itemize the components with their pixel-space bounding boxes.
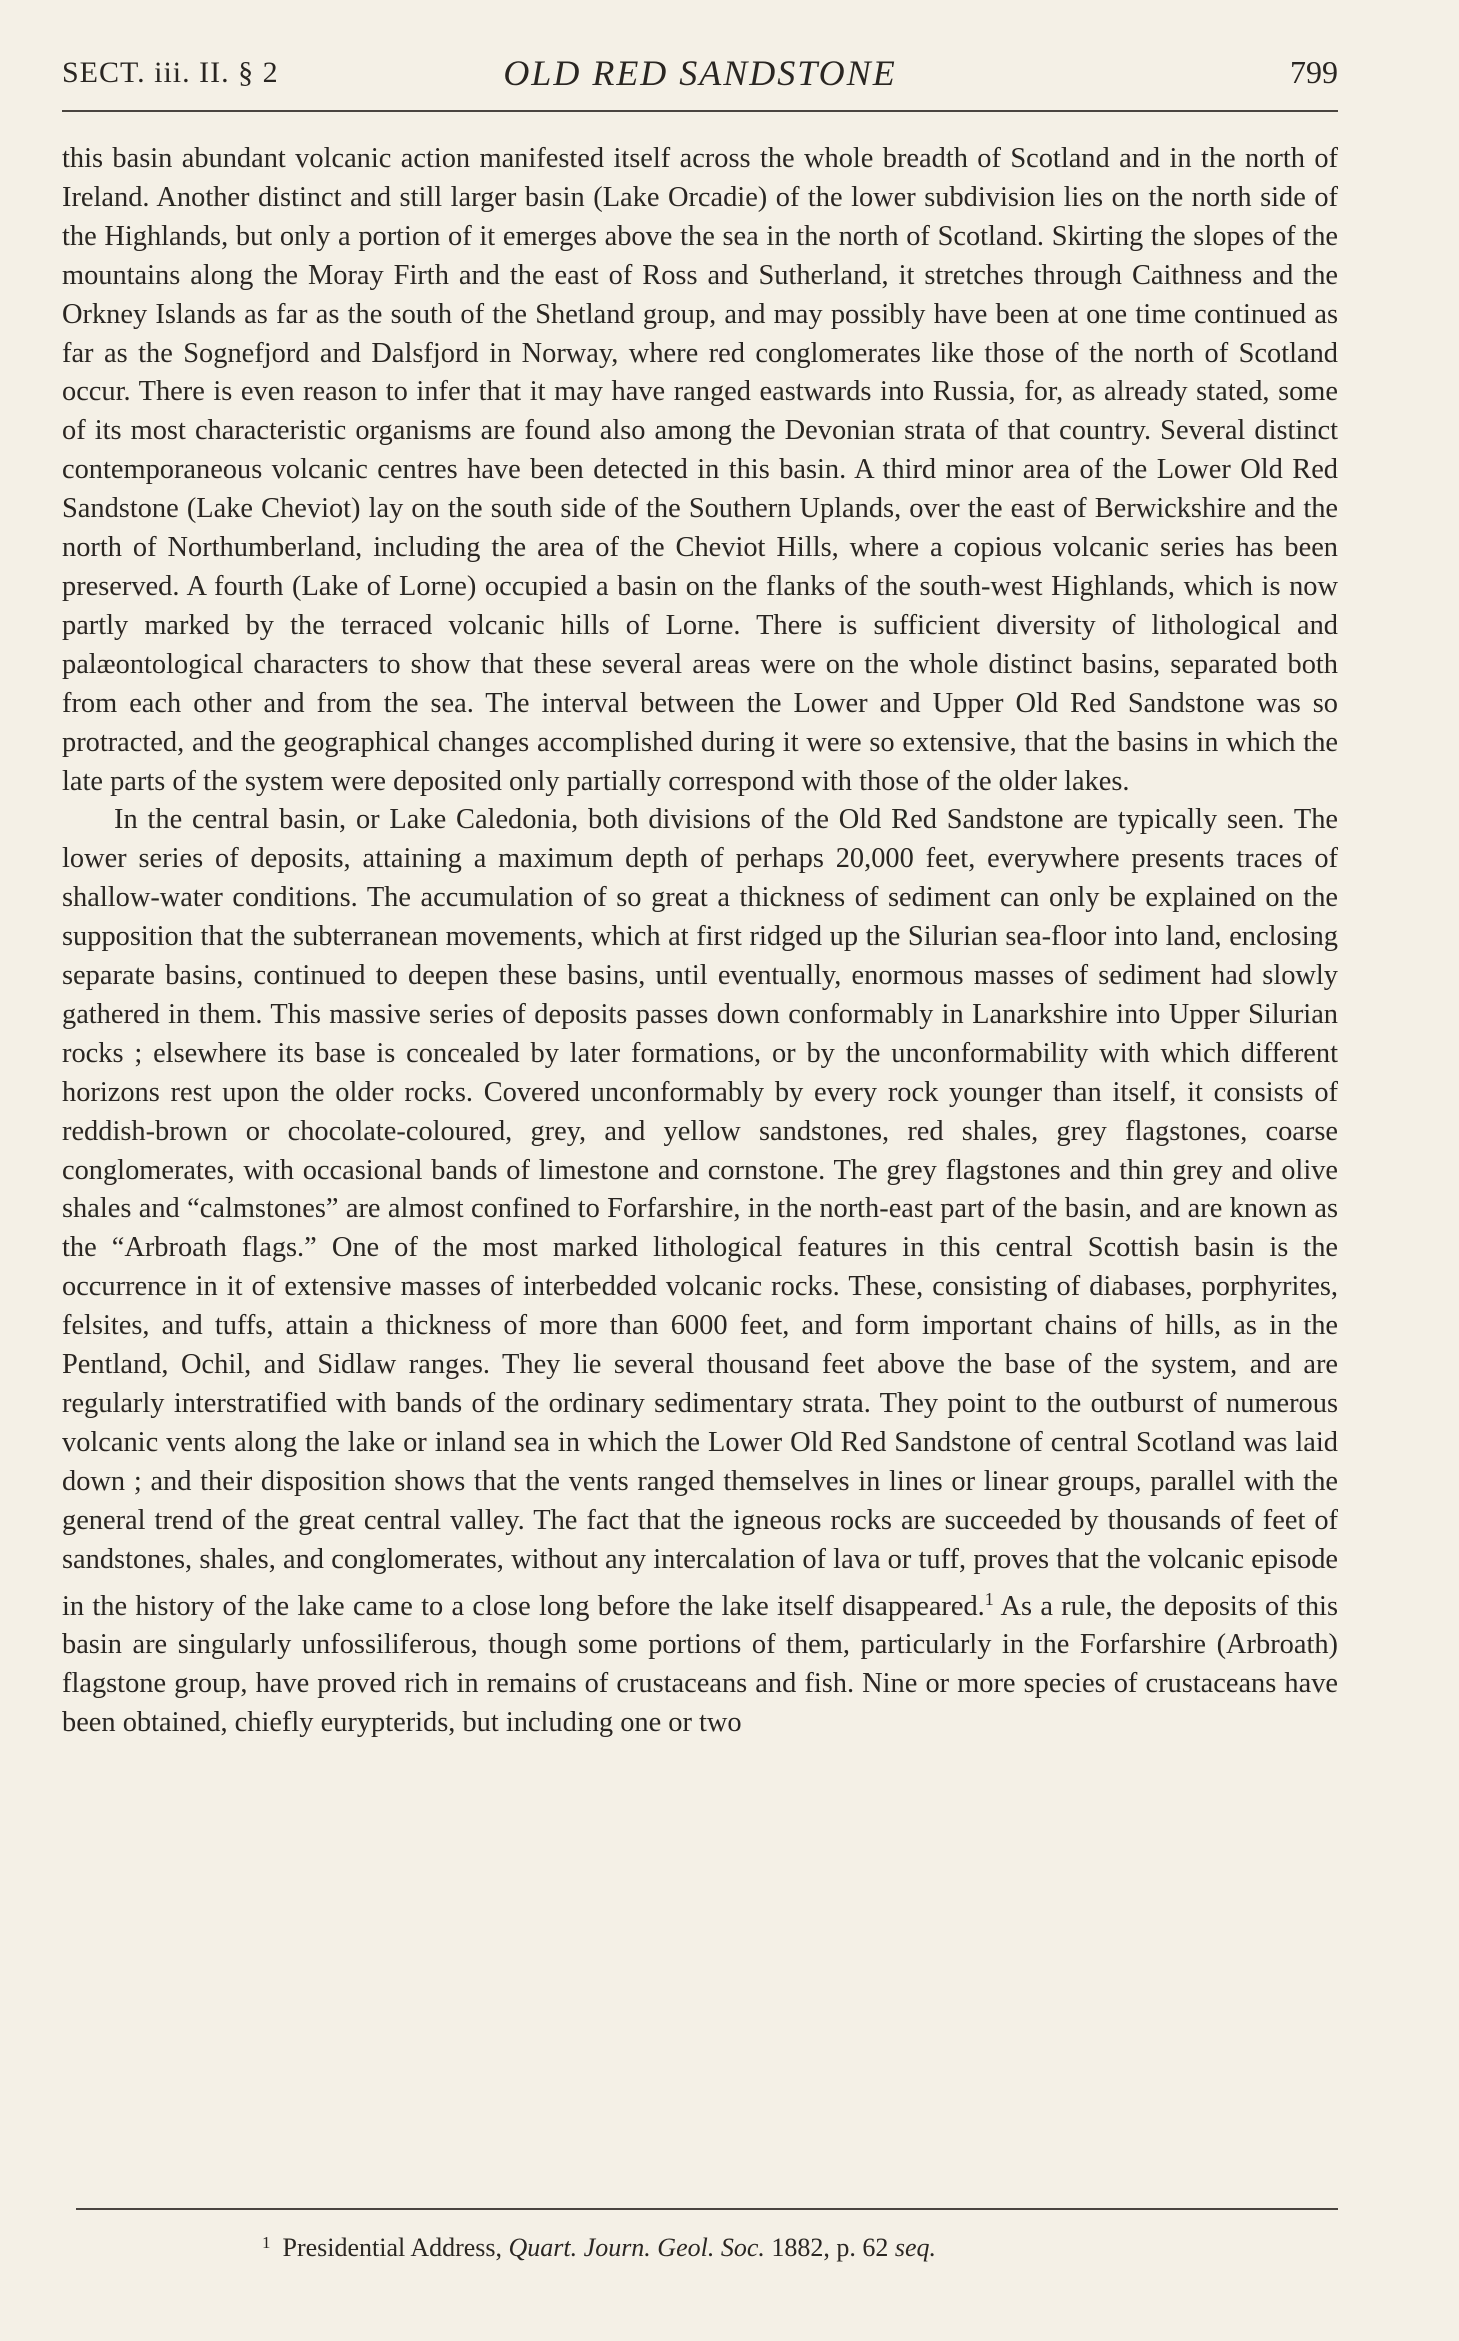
running-title: OLD RED SANDSTONE [503, 53, 897, 93]
footnote [262, 2226, 936, 2265]
footnote-text-a: Presidential Address, [282, 2233, 509, 2262]
header-rule [62, 110, 1338, 112]
body-text [62, 140, 1338, 1743]
footnote-seq: seq. [894, 2233, 937, 2262]
section-reference: SECT. iii. II. § 2 [62, 56, 279, 89]
footnote-reference: 1 [984, 1588, 994, 1609]
footnote-text-b: 1882, p. 62 [764, 2233, 895, 2262]
footnote-rule [76, 2208, 1338, 2210]
paragraph-2-text-b: As a rule, the deposits of this basin are singularly unfossiliferous, though some portions of them, particularly in the Forfarshire (Arbroath) flagstone group, have proved rich in remains of crustaceans and fish. Nine or more species of crustaceans have been obtained, chiefly eurypterids, but including one or two [62, 1590, 1338, 1739]
book-page [62, 48, 1338, 2262]
footnote-journal: Quart. Journ. Geol. Soc. [508, 2233, 765, 2262]
paragraph-2-text-a: In the central basin, or Lake Caledonia, both divisions of the Old Red Sandstone are typically seen. The lower series of deposits, attaining a maximum depth of perhaps 20,000 feet, everywhere presents traces of shallow-water conditions. The accumulation of so great a thickness of sediment can only be explained on the supposition that the subterranean movements, which at first ridged up the Silurian sea-floor into land, enclosing separate basins, continued to deepen these basins, until eventually, enormous masses of sediment had slowly gathered in them. This massive series of deposits passes down conformably in Lanarkshire into Upper Silurian rocks ; elsewhere its base is concealed by later formations, or by the unconformability with which different horizons rest upon the older rocks. Covered unconformably by every rock younger than itself, it consists of reddish-brown or chocolate-coloured, grey, and yellow sandstones, red shales, grey flagstones, coarse conglomerates, with occasional bands of limestone and cornstone. The grey flagstones and thin grey and olive shales and “calmstones” are almost confined to Forfarshire, in the north-east part of the basin, and are known as the “Arbroath flags.” One of the most marked lithological features in this central Scottish basin is the occurrence in it of extensive masses of interbedded volcanic rocks. These, consisting of diabases, porphyrites, felsites, and tuffs, attain a thickness of more than 6000 feet, and form important chains of hills, as in the Pentland, Ochil, and Sidlaw ranges. They lie several thousand feet above the base of the system, and are regularly interstratified with bands of the ordinary sedimentary strata. They point to the outburst of numerous volcanic vents along the lake or inland sea in which the Lower Old Red Sandstone of central Scotland was laid down ; and their disposition shows that the vents ranged themselves in lines or linear groups, parallel with the general trend of the great central valley. The fact that the igneous rocks are succeeded by thousands of feet of sandstones, shales, and conglomerates, without any intercalation of lava or tuff, proves that the volcanic episode in the history of the lake came to a close long before the lake itself disappeared. [62, 804, 1338, 1622]
paragraph-2 [62, 801, 1338, 1743]
page-number: 799 [1290, 54, 1338, 90]
running-header [62, 48, 1338, 108]
footnote-marker: 1 [262, 2233, 271, 2252]
paragraph-1: this basin abundant volcanic action manifested itself across the whole breadth of Scotland and in the north of Ireland. Another distinct and still larger basin (Lake Orcadie) of the lower subdivision lies on the north side of the Highlands, but only a portion of it emerges above the sea in the north of Scotland. Skirting the slopes of the mountains along the Moray Firth and the east of Ross and Sutherland, it stretches through Caithness and the Orkney Islands as far as the south of the Shetland group, and may possibly have been at one time continued as far as the Sognefjord and Dalsfjord in Norway, where red conglomerates like those of the north of Scotland occur. There is even reason to infer that it may have ranged eastwards into Russia, for, as already stated, some of its most characteristic organisms are found also among the Devonian strata of that country. Several distinct contemporaneous volcanic centres have been detected in this basin. A third minor area of the Lower Old Red Sandstone (Lake Cheviot) lay on the south side of the Southern Uplands, over the east of Berwickshire and the north of Northumberland, including the area of the Cheviot Hills, where a copious volcanic series has been preserved. A fourth (Lake of Lorne) occupied a basin on the flanks of the south-west Highlands, which is now partly marked by the terraced volcanic hills of Lorne. There is sufficient diversity of lithological and palæontological characters to show that these several areas were on the whole distinct basins, separated both from each other and from the sea. The interval between the Lower and Upper Old Red Sandstone was so protracted, and the geographical changes accomplished during it were so extensive, that the basins in which the late parts of the system were deposited only partially correspond with those of the older lakes. [62, 143, 1338, 797]
